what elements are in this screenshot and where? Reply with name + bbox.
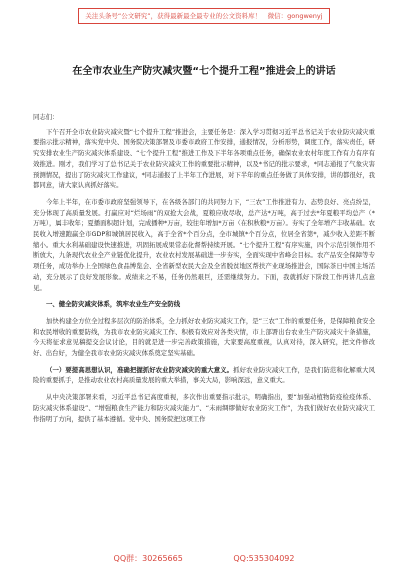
document-title: 在全市农业生产防灾减灾暨“七个提升工程”推进会上的讲话 [72,66,336,77]
paragraph: 加快构建全方位全过程多层次的防治体系，全力抓好农业防灾减灾工作，是“三农”工作的重要任务，是保障粮食安全和农民增收的重要防线，为我市农业防灾减灾工作、积极有效应对各类灾情，市上部署出台农业生产防灾减灾十条措施，今天将征求意见稿提交会议讨论，目的就是进一步完善政策措施，大家要高度重视，认真对待，深入研究，把文件修改好、出台好，为健全我市农业防灾减灾体系奠定坚实基础。 [33,316,375,358]
paragraph: 今年上半年，在市委市政府坚强领导下，在各级各部门的共同努力下，“三农”工作推进有力、态势良好、亮点纷呈，充分体现了高质量发展。打赢应对“烂场雨”的双抢大会战，夏粮应收尽收，总产达*万吨，高于过去*年夏粮平均总产（*万吨），属丰收年；夏播面积超计划，完成播种*万亩，较往年增加*万亩（在积秋粮*万亩）。夯实了全年增产丰收基础。农民收入增速跑赢全市GDP和城镇居民收入，高于全省*个百分点，全市城镇*个百分点，位居全省第*，减少收入差距不断缩小。重大水利基础建设快速推进，巩固拓展成果常态化督帮持续开展。“七个提升工程”有序实施，四个示范引领作用不断放大，九条现代农业全产业链优化提升，农业农村发展基础进一步夯实，全面实现中省峰会目标。农产品安全保障等专项任务，成功举办上全国绿色食品博览会、全省新型农民大会及全省脱贫地区帮扶产业现场推进会，国际茶日中国主场活动，充分展示了良好发展形象。成绩来之不易，任务仍然艰巨，还需继续努力。下面，我就抓好下阶段工作再讲几点意见。 [33,197,375,292]
qq-group: QQ群：30265665 [113,554,183,563]
subheading: （一）要提高思想认识，准确把握抓好农业防灾减灾的重大意义。 [46,365,234,374]
section-heading: 一、健全防灾减灾体系，筑牢农业生产安全防线 [46,300,181,309]
document-body [33,112,375,430]
qq-personal: QQ:535304092 [233,554,295,563]
paragraph: 下午召开全市农业防灾减灾暨“七个提升工程”推进会，主要任务是：深入学习贯彻习近平总书记关于农业防灾减灾重要指示批示精神，落实党中央、国务院决策部署及市委市政府工作安排，通报情况，分析形势，调度工作，落实责任，研究安排农业生产防灾减灾体系建设、“七个提升工程”推进工作及下半年各项重点任务，确保农业农村年度工作有力有序有效推进。刚才，我们学习了总书记关于农业防灾减灾工作的重要批示精神，以及*书记的批示要求，*同志通报了气象灾害预测情况，提出了防灾减灾工作建议，*同志通报了上半年工作进展，对下半年的重点任务做了具体安排，讲的都很好，我都同意，请大家认真抓好落实。 [33,127,375,190]
paragraph: 从中央决策部署来看，习近平总书记高度重视，多次作出重要指示批示，明确指出，要“加强动植物防疫检疫体系、防灾减灾体系建设”、“增强粮食生产能力和防灾减灾能力”、“未雨绸缪做好农业防灾工作”，为我们做好农业防灾减灾工作指明了方向，提供了基本遵循。党中央、国务院把这项工作 [33,393,375,423]
promo-banner[interactable]: 关注头条号“公文研究”，获得最新最全最专业的公文资料库！ 微信：gongwenyj [78,8,330,24]
paragraph [33,365,375,386]
footer [0,553,408,564]
greeting: 同志们： [33,113,59,121]
subheading-text: 抓好农业防灾减灾工作，是我们防范和化解重大风险的重要抓手，是推动农业农村高质量发展的重大举措，事关大局，影响深远，意义重大。 [33,365,376,385]
